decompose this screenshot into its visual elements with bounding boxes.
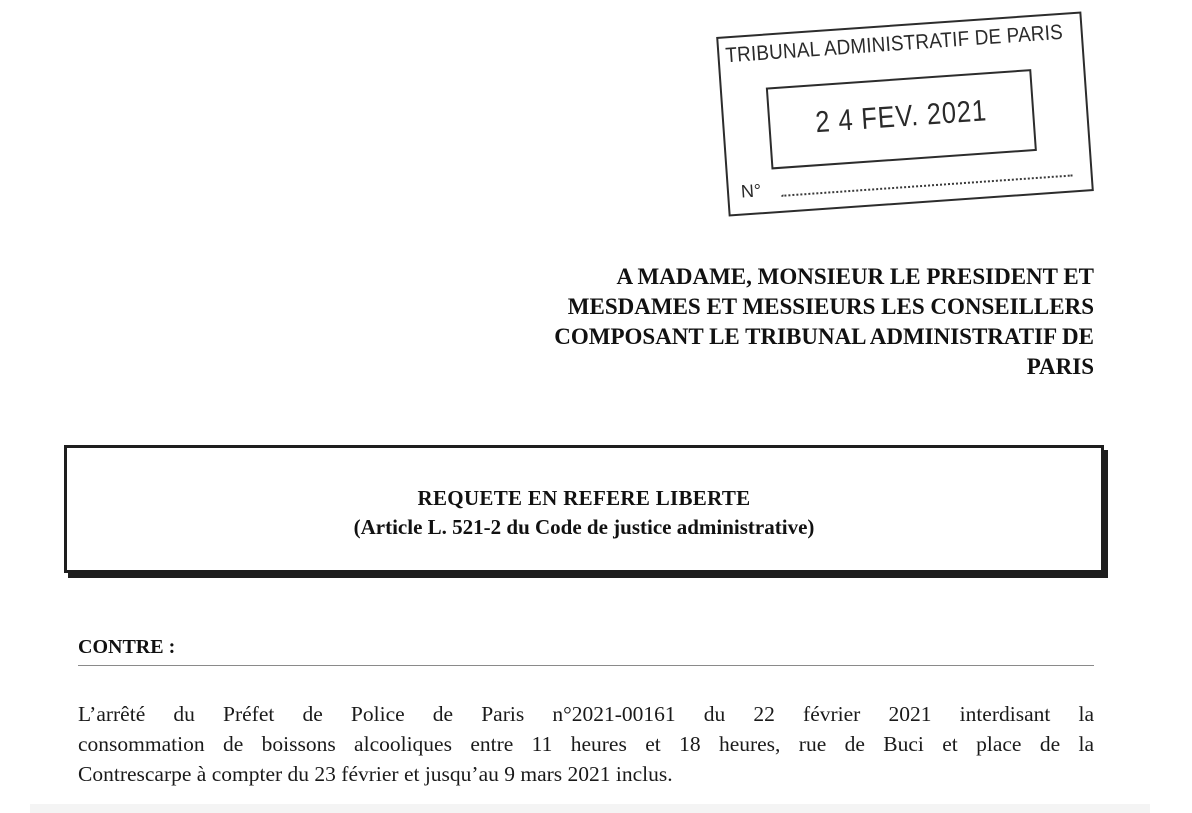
addressee-line: A MADAME, MONSIEUR LE PRESIDENT ET <box>616 264 1094 289</box>
stamp-number-label: N° <box>740 180 762 202</box>
stamp-number-dotted-line <box>781 174 1072 196</box>
section-body <box>78 699 1094 789</box>
addressee-line: PARIS <box>1026 354 1094 379</box>
stamp-court-name: TRIBUNAL ADMINISTRATIF DE PARIS <box>724 20 1064 68</box>
document-title: REQUETE EN REFERE LIBERTE <box>417 486 751 510</box>
addressee-line: MESDAMES ET MESSIEURS LES CONSEILLERS <box>567 294 1094 319</box>
section-divider <box>78 665 1094 666</box>
page-edge-shadow <box>30 804 1150 813</box>
document-subtitle: (Article L. 521-2 du Code de justice administrative) <box>353 515 815 539</box>
document-title-box <box>64 445 1104 573</box>
addressee-block <box>454 262 1094 382</box>
section-heading: CONTRE : <box>78 636 176 658</box>
body-line: L’arrêté du Préfet de Police de Paris n°2021-00161 du 22 février 2021 interdisant la <box>78 702 1094 726</box>
addressee-line: COMPOSANT LE TRIBUNAL ADMINISTRATIF DE <box>554 324 1094 349</box>
court-reception-stamp <box>716 11 1094 216</box>
body-line: Contrescarpe à compter du 23 février et jusqu’au 9 mars 2021 inclus. <box>78 762 673 786</box>
stamp-date: 2 4 FEV. 2021 <box>814 94 988 140</box>
stamp-date-box <box>766 69 1037 169</box>
body-line: consommation de boissons alcooliques entre 11 heures et 18 heures, rue de Buci et place de la <box>78 732 1094 756</box>
